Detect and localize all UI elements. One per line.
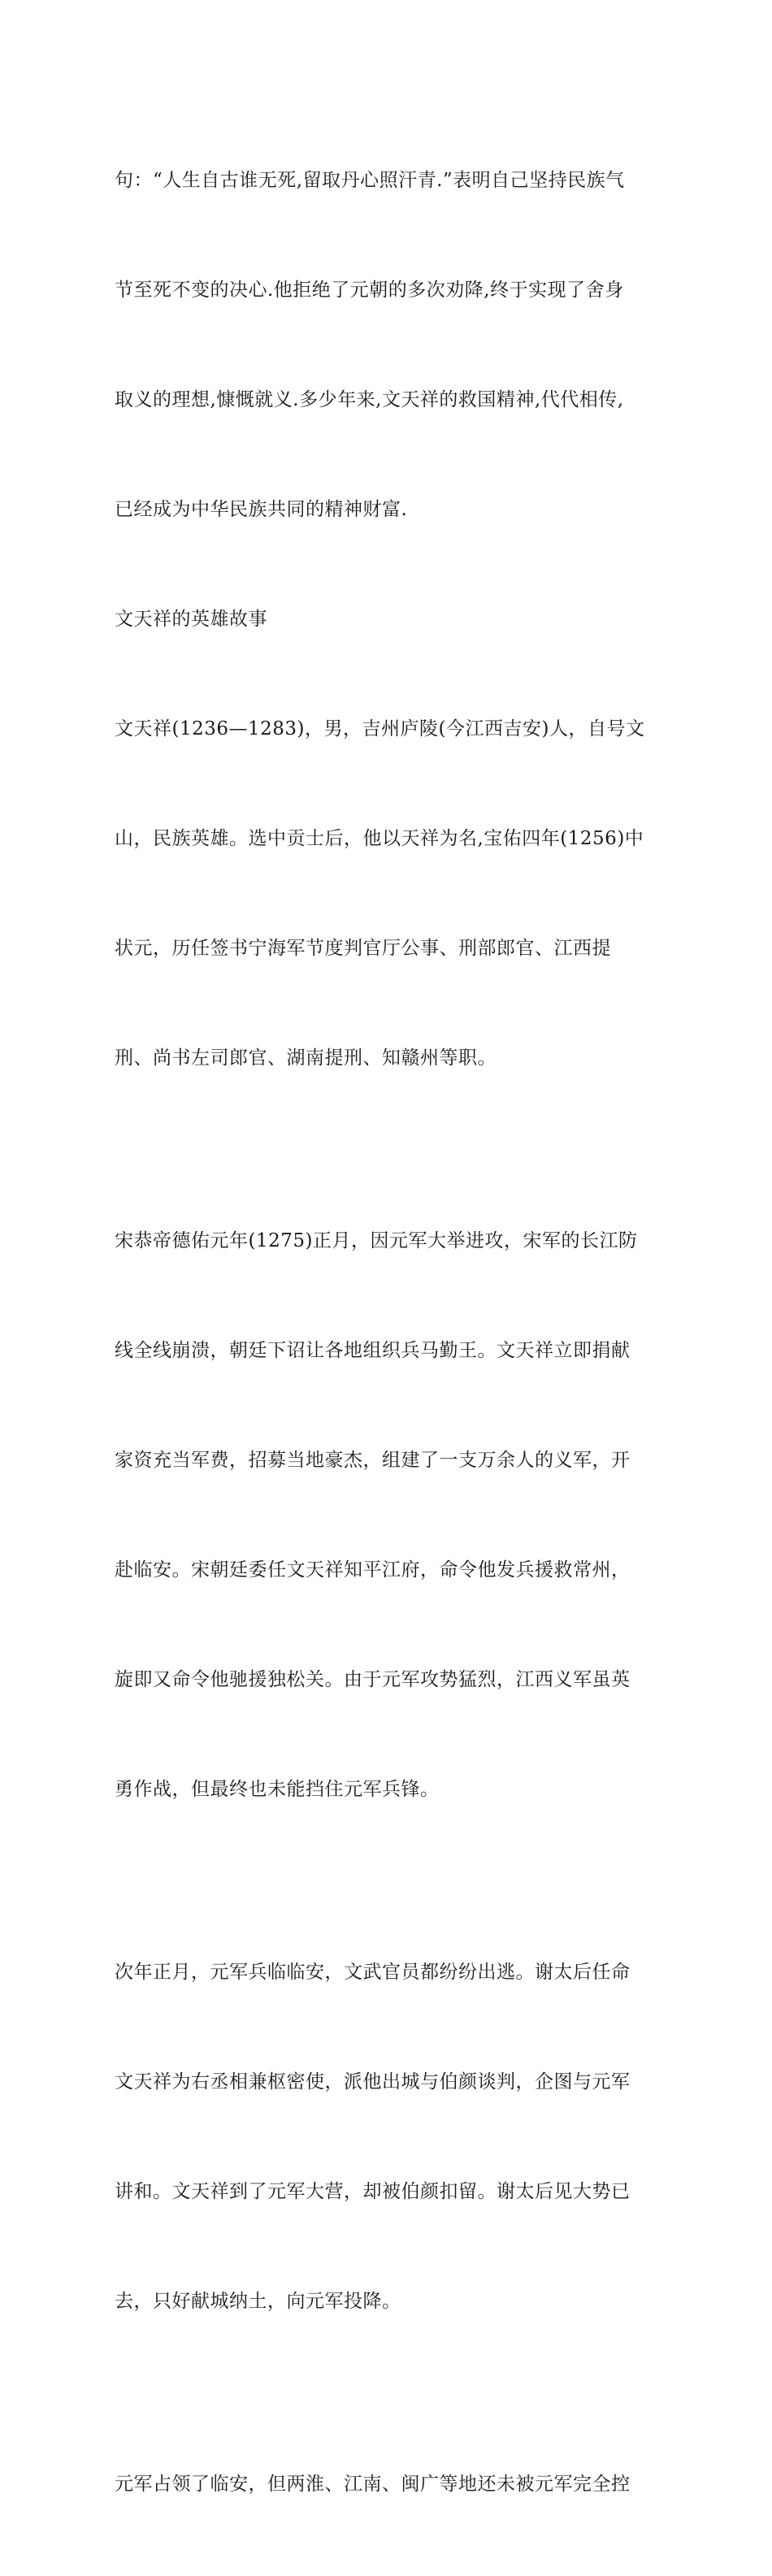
text-line: 刑、尚书左司郎官、湖南提刑、知赣州等职。 [115, 1047, 497, 1069]
paragraph-1275 [115, 1150, 667, 1881]
text-line: 次年正月，元军兵临临安，文武官员都纷纷出逃。谢太后任命 [115, 1962, 631, 1983]
text-line: 家资充当军费，招募当地豪杰，组建了一支万余人的义军，开 [115, 1450, 631, 1471]
document-body [115, 89, 667, 2576]
text-line: 状元，历任签书宁海军节度判官厅公事、刑部郎官、江西提 [115, 938, 611, 959]
paragraph-next-year [115, 1881, 667, 2393]
text-line: 勇作战，但最终也未能挡住元军兵锋。 [115, 1779, 440, 1800]
paragraph-lin-an [115, 2393, 667, 2576]
text-line: 取义的理想,慷慨就义.多少年来,文天祥的救国精神,代代相传, [115, 389, 624, 410]
text-line: 去，只好献城纳土，向元军投降。 [115, 2291, 401, 2312]
text-line: 句：“人生自古谁无死,留取丹心照汗青.”表明自己坚持民族气 [115, 170, 625, 191]
text-line: 讲和。文天祥到了元军大营，却被伯颜扣留。谢太后见大势已 [115, 2181, 631, 2202]
text-line: 元军占领了临安，但两淮、江南、闽广等地还未被元军完全控 [115, 2474, 631, 2495]
text-line: 赴临安。宋朝廷委任文天祥知平江府，命令他发兵援救常州， [115, 1559, 631, 1581]
text-line: 已经成为中华民族共同的精神财富. [115, 499, 408, 520]
intro-paragraph [115, 89, 667, 601]
text-line: 旋即又命令他驰援独松关。由于元军攻势猛烈，江西义军虽英 [115, 1669, 631, 1690]
text-line: 宋恭帝德佑元年(1275)正月，因元军大举进攻，宋军的长江防 [115, 1230, 638, 1251]
text-line: 线全线崩溃，朝廷下诏让各地组织兵马勤王。文天祥立即捐献 [115, 1340, 631, 1361]
paragraph-biography [115, 638, 667, 1150]
text-line: 山，民族英雄。选中贡士后，他以天祥为名,宝佑四年(1256)中 [115, 828, 644, 849]
text-line: 文天祥为右丞相兼枢密使，派他出城与伯颜谈判，企图与元军 [115, 2071, 631, 2092]
text-line: 文天祥(1236—1283)，男，吉州庐陵(今江西吉安)人，自号文 [115, 718, 645, 739]
text-line: 节至死不变的决心.他拒绝了元朝的多次劝降,终于实现了舍身 [115, 280, 624, 301]
section-heading: 文天祥的英雄故事 [115, 609, 267, 630]
